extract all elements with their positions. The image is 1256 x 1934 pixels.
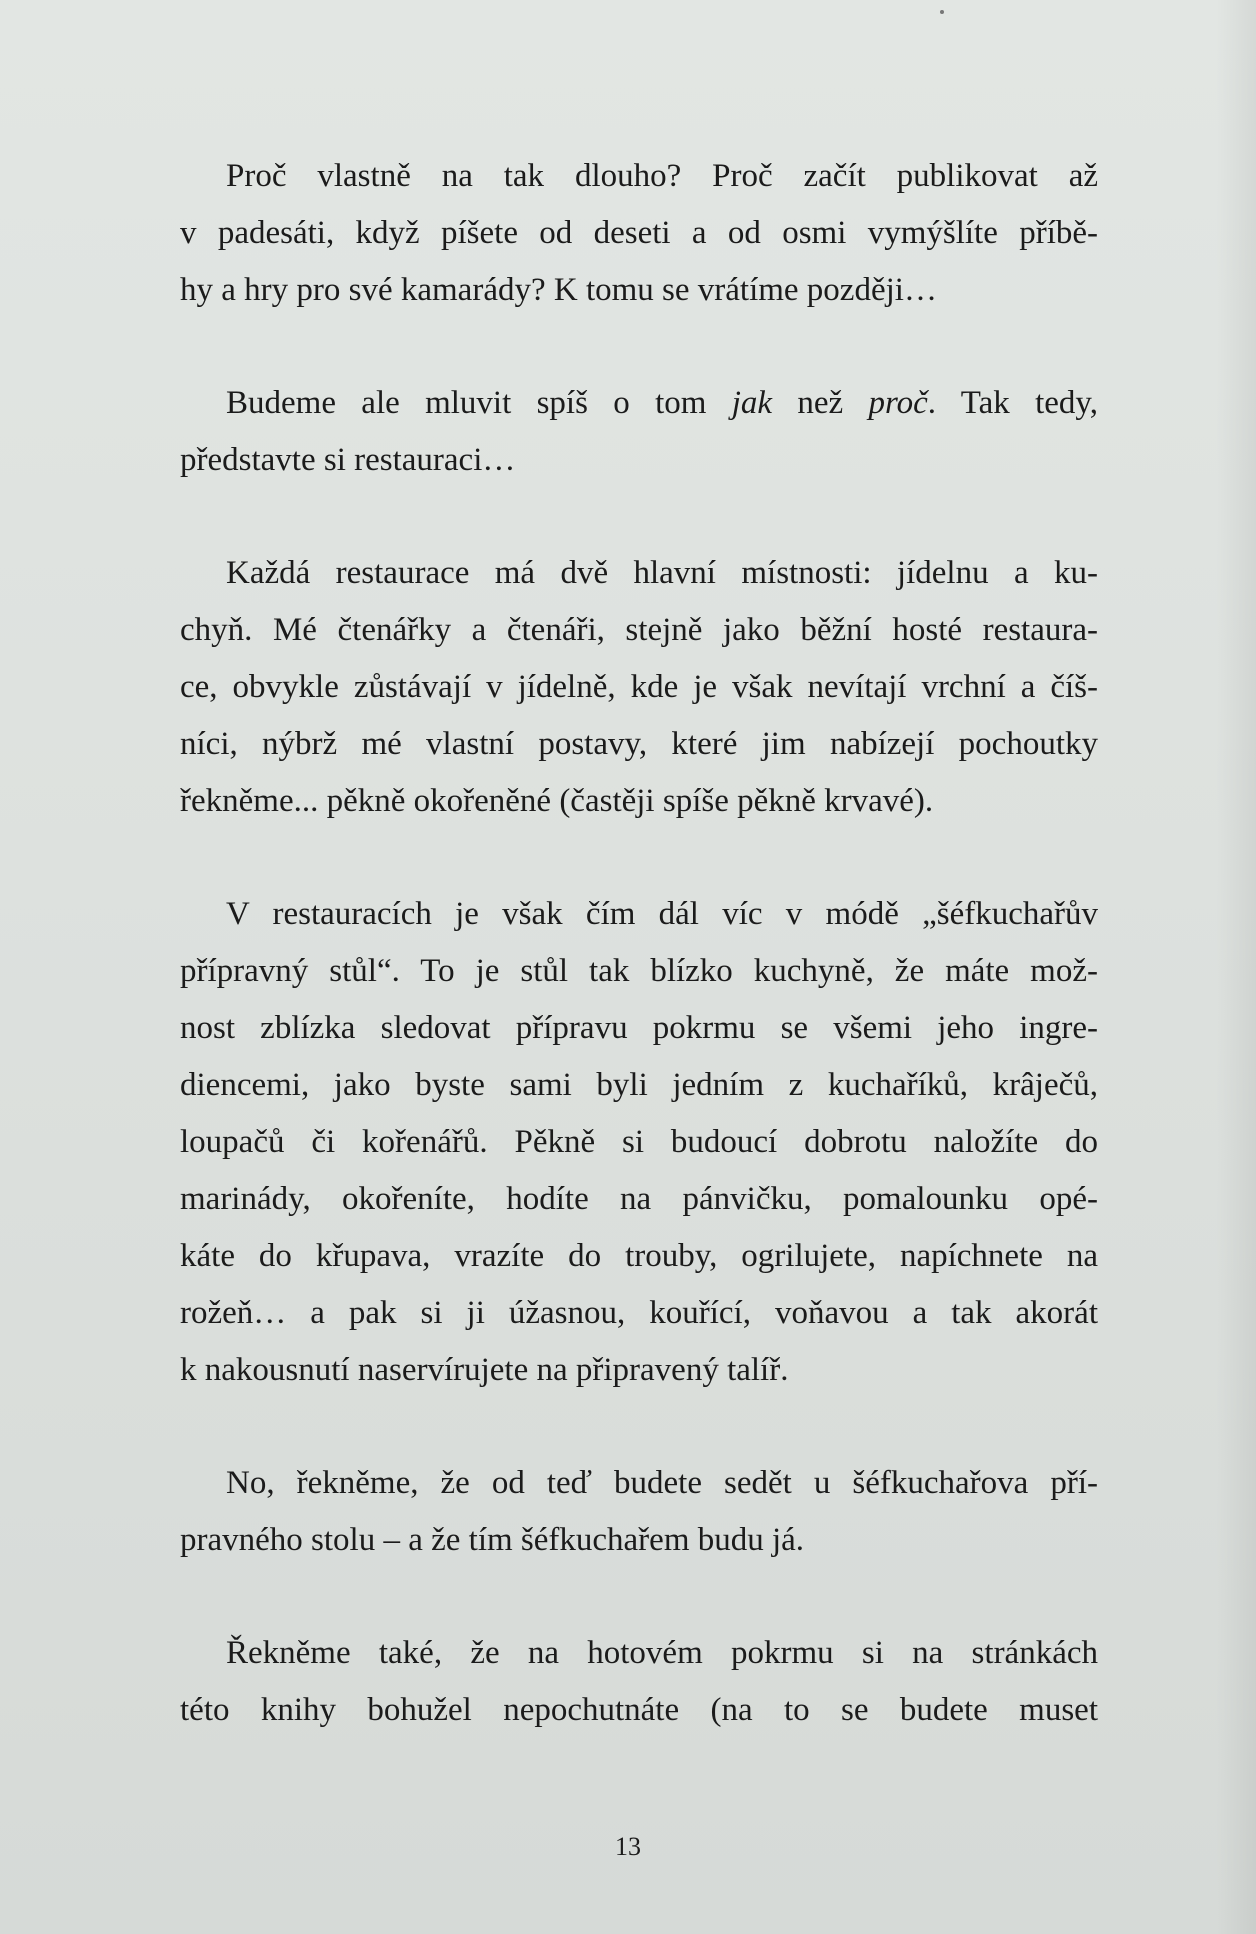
text-line: káte do křupava, vrazíte do trouby, ogrilujete, napíchnete na — [180, 1238, 1098, 1274]
text-line: nost zblízka sledovat přípravu pokrmu se všemi jeho ingre- — [180, 1010, 1098, 1046]
paragraph — [180, 1625, 1098, 1739]
text-line: Řekněme také, že na hotovém pokrmu si na stránkách — [226, 1635, 1098, 1671]
text-line: této knihy bohužel nepochutnáte (na to se budete muset — [180, 1692, 1098, 1728]
text-line: představte si restauraci… — [180, 442, 516, 478]
text-line: ce, obvykle zůstávají v jídelně, kde je však nevítají vrchní a číš- — [180, 669, 1098, 705]
text-line: Budeme ale mluvit spíš o tom jak než proč. Tak tedy, — [226, 385, 1099, 421]
text-line: V restauracích je však čím dál víc v módě „šéfkuchařův — [226, 896, 1098, 932]
paragraph — [180, 545, 1098, 830]
text-line: řekněme... pěkně okořeněné (častěji spíše pěkně krvavé). — [180, 783, 934, 819]
text-line: Proč vlastně na tak dlouho? Proč začít publikovat až — [226, 158, 1098, 194]
text-line: hy a hry pro své kamarády? K tomu se vrátíme později… — [180, 272, 937, 308]
text-line: přípravný stůl“. To je stůl tak blízko kuchyně, že máte mož- — [180, 953, 1098, 989]
text-line: v padesáti, když píšete od deseti a od osmi vymýšlíte příbě- — [180, 215, 1098, 251]
text-line: marinády, okořeníte, hodíte na pánvičku, pomalounku opé- — [180, 1181, 1098, 1217]
text-line: Každá restaurace má dvě hlavní místnosti: jídelnu a ku- — [226, 555, 1098, 591]
paper-speck — [940, 10, 944, 14]
paragraph — [180, 148, 1098, 319]
text-line: pravného stolu – a že tím šéfkuchařem budu já. — [180, 1522, 805, 1558]
page-number: 13 — [615, 1832, 641, 1861]
text-line: rožeň… a pak si ji úžasnou, kouřící, voňavou a tak akorát — [180, 1295, 1098, 1331]
paragraph — [180, 1455, 1098, 1569]
page-edge-shadow — [1216, 0, 1256, 1934]
text-line: No, řekněme, že od teď budete sedět u šéfkuchařova pří- — [226, 1465, 1098, 1501]
paragraph — [180, 375, 1098, 489]
paragraph — [180, 886, 1098, 1399]
text-line: diencemi, jako byste sami byli jedním z kuchaříků, krâječů, — [180, 1067, 1098, 1103]
text-line: k nakousnutí naservírujete na připravený talíř. — [180, 1352, 789, 1388]
text-line: loupačů či kořenářů. Pěkně si budoucí dobrotu naložíte do — [180, 1124, 1098, 1160]
body-text — [180, 148, 1098, 1795]
text-line: níci, nýbrž mé vlastní postavy, které jim nabízejí pochoutky — [180, 726, 1098, 762]
text-line: chyň. Mé čtenářky a čtenáři, stejně jako běžní hosté restaura- — [180, 612, 1098, 648]
